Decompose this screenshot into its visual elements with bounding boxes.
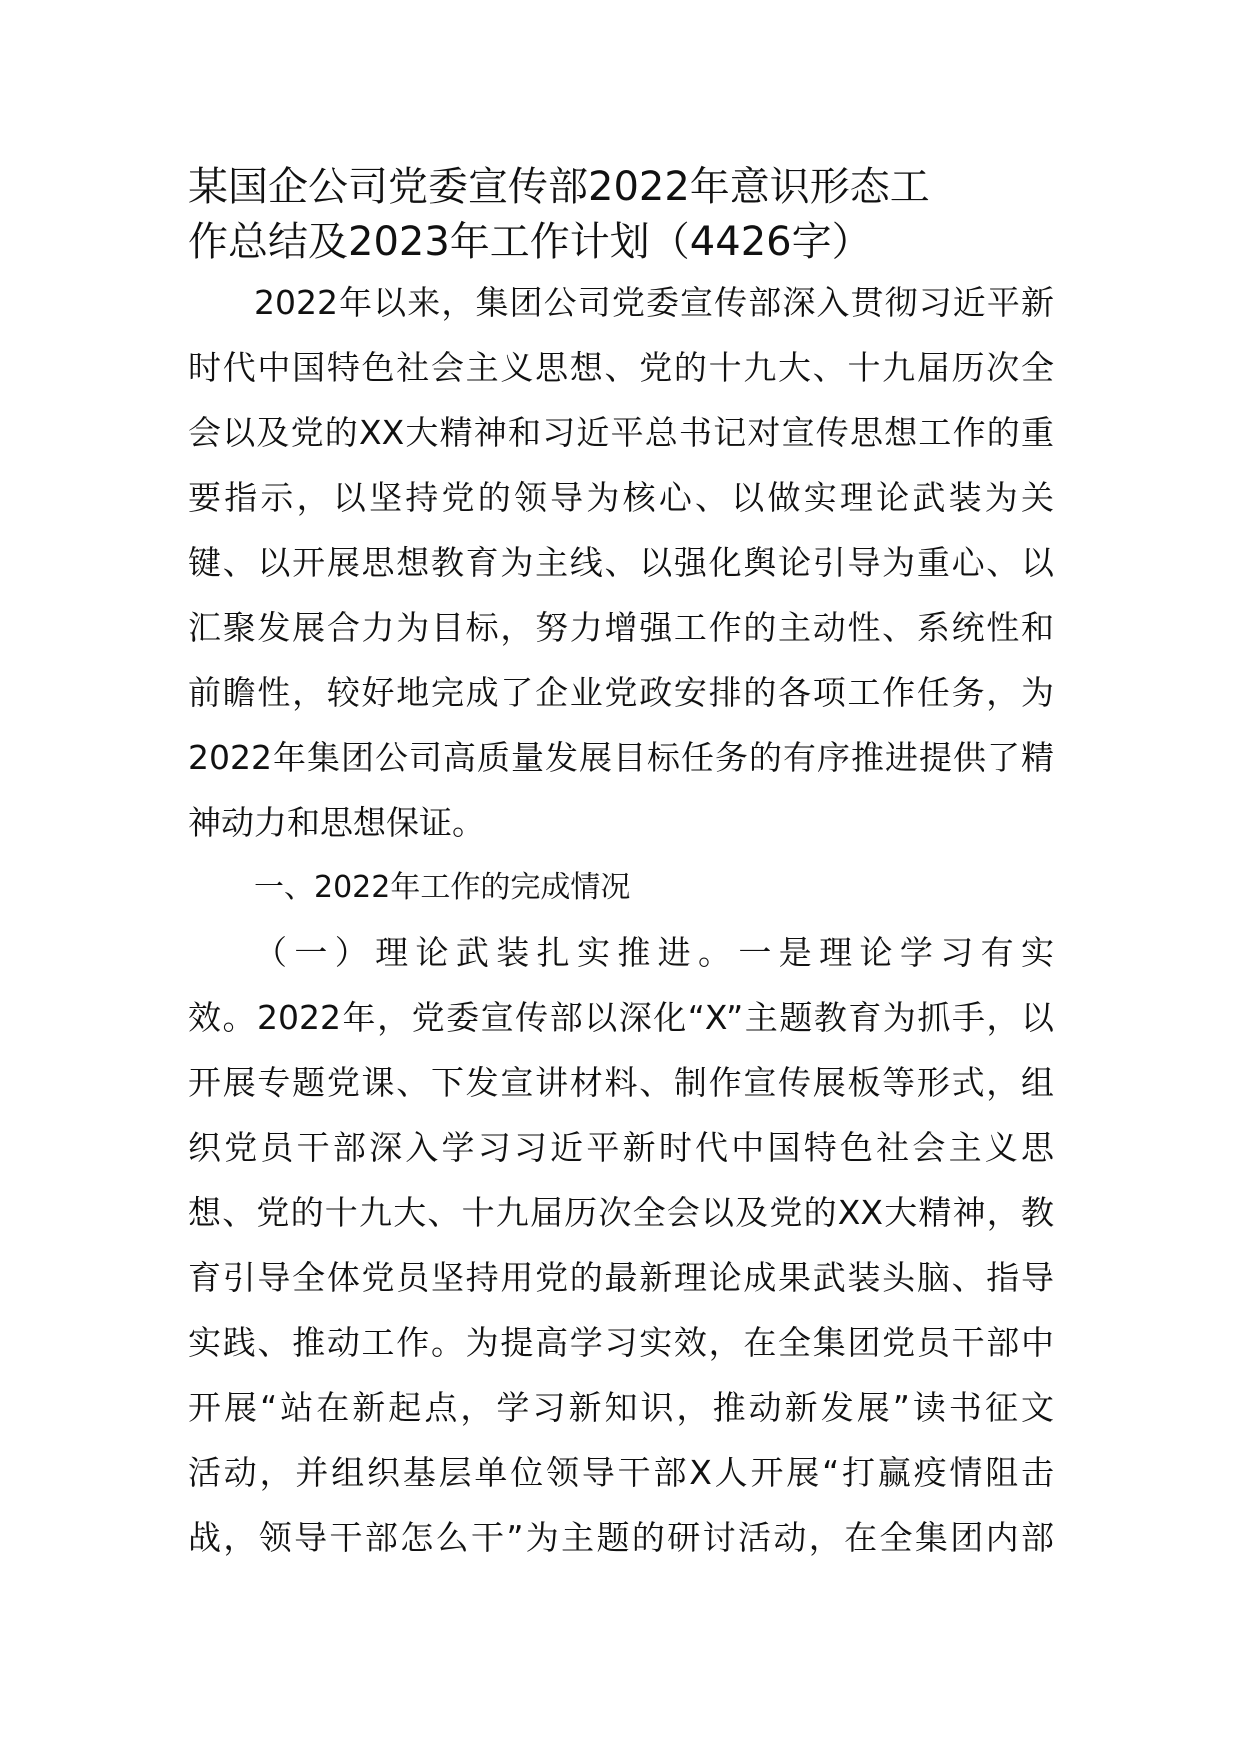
text-line: 键、以开展思想教育为主线、以强化舆论引导为重心、以: [188, 543, 1054, 582]
text-line: 时代中国特色社会主义思想、党的十九大、十九届历次全: [188, 348, 1054, 387]
text-line: 实践、推动工作。为提高学习实效，在全集团党员干部中: [188, 1323, 1054, 1362]
text-line: 想、党的十九大、十九届历次全会以及党的XX大精神，教: [188, 1193, 1054, 1232]
text-line: 2022年以来，集团公司党委宣传部深入贯彻习近平新: [254, 283, 1054, 322]
intro-paragraph: [188, 270, 1054, 855]
text-line: 前瞻性，较好地完成了企业党政安排的各项工作任务，为: [188, 673, 1054, 712]
section-heading: 一、2022年工作的完成情况: [254, 870, 631, 905]
text-line: （一）理论武装扎实推进。一是理论学习有实: [254, 933, 1054, 972]
text-line: 要指示，以坚持党的领导为核心、以做实理论武装为关: [188, 478, 1054, 517]
text-line: 神动力和思想保证。: [188, 803, 485, 842]
document-title: [188, 160, 1054, 270]
text-line: 育引导全体党员坚持用党的最新理论成果武装头脑、指导: [188, 1258, 1054, 1297]
title-line: 作总结及2023年工作计划（4426字）: [188, 219, 872, 265]
text-line: 2022年集团公司高质量发展目标任务的有序推进提供了精: [188, 738, 1054, 777]
text-line: 战，领导干部怎么干”为主题的研讨活动，在全集团内部: [188, 1518, 1054, 1557]
text-line: 开展专题党课、下发宣讲材料、制作宣传展板等形式，组: [188, 1063, 1054, 1102]
text-line: 效。2022年，党委宣传部以深化“X”主题教育为抓手，以: [188, 998, 1054, 1037]
document-page: [188, 160, 1054, 1570]
section-paragraph: [188, 920, 1054, 1570]
text-line: 活动，并组织基层单位领导干部X人开展“打赢疫情阻击: [188, 1453, 1054, 1492]
text-line: 会以及党的XX大精神和习近平总书记对宣传思想工作的重: [188, 413, 1054, 452]
text-line: 开展“站在新起点，学习新知识，推动新发展”读书征文: [188, 1388, 1054, 1427]
text-line: 汇聚发展合力为目标，努力增强工作的主动性、系统性和: [188, 608, 1054, 647]
title-line: 某国企公司党委宣传部2022年意识形态工: [188, 164, 930, 210]
text-line: 织党员干部深入学习习近平新时代中国特色社会主义思: [188, 1128, 1054, 1167]
